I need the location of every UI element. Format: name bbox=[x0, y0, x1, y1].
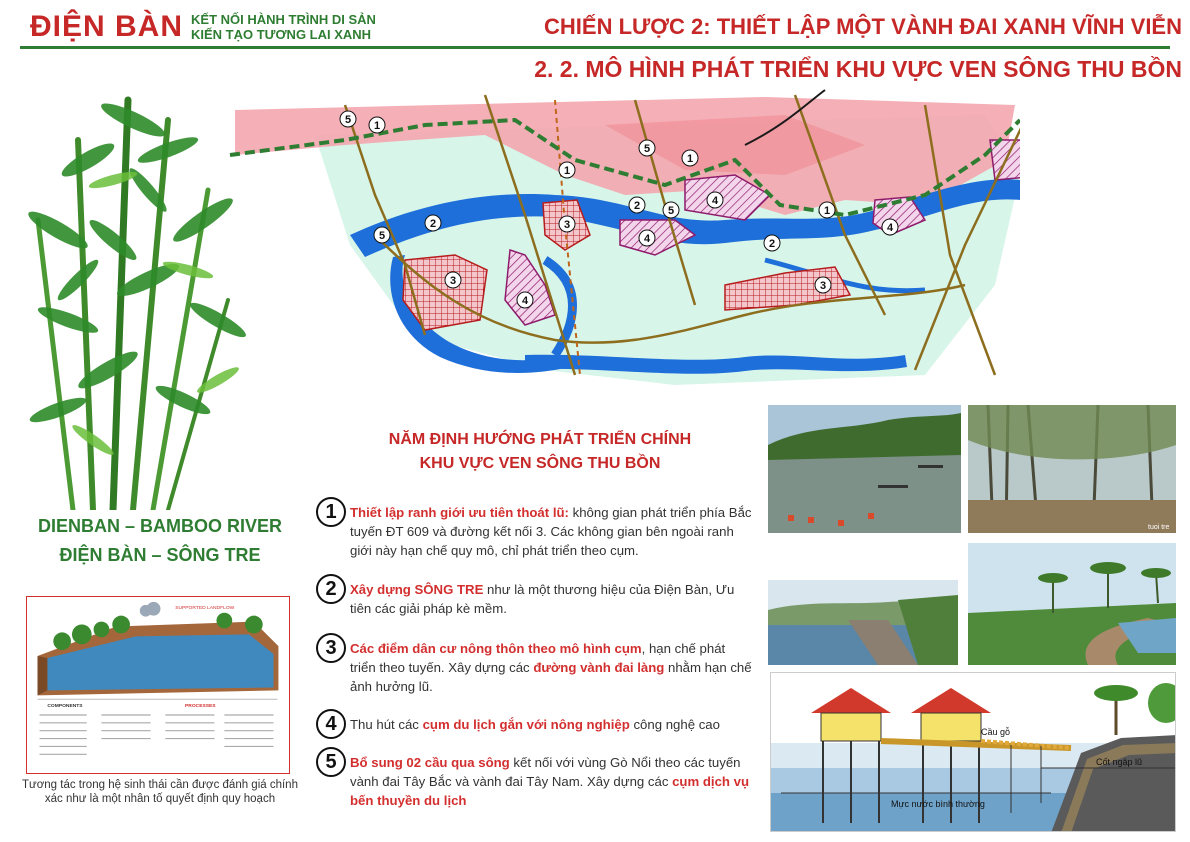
photo-bamboo-bank bbox=[968, 405, 1176, 533]
orientation-item-1 bbox=[316, 503, 754, 560]
orientation-text-2: nhằm hạn chế ảnh hưởng lũ. bbox=[350, 660, 752, 694]
map-marker-2 bbox=[764, 235, 780, 251]
orientation-number: 5 bbox=[316, 747, 346, 777]
photo-riverside-walk bbox=[768, 580, 958, 665]
riverside-map bbox=[225, 85, 1020, 400]
orientation-item-3 bbox=[316, 639, 754, 696]
orientation-highlight: Các điểm dân cư nông thôn theo mô hình cụm bbox=[350, 641, 642, 656]
map-marker-1 bbox=[559, 162, 575, 178]
orientation-number: 1 bbox=[316, 497, 346, 527]
svg-text:5: 5 bbox=[344, 114, 352, 126]
orientation-highlight: cụm du lịch gắn với nông nghiệp bbox=[422, 717, 630, 732]
orientation-highlight: Thiết lập ranh giới ưu tiên thoát lũ: bbox=[350, 505, 569, 520]
svg-text:4: 4 bbox=[711, 195, 719, 207]
orientation-item-5 bbox=[316, 753, 754, 810]
orientation-text-0: Thu hút các bbox=[350, 717, 423, 732]
svg-text:4: 4 bbox=[886, 222, 894, 234]
map-marker-1 bbox=[682, 150, 698, 166]
photo-watermark: tuoi tre bbox=[1148, 524, 1170, 531]
label-flood-level: Cốt ngập lũ bbox=[1096, 757, 1143, 767]
map-marker-4 bbox=[882, 219, 898, 235]
orientation-item-4 bbox=[316, 715, 754, 734]
orientation-text: công nghệ cao bbox=[629, 717, 720, 732]
map-marker-4 bbox=[517, 292, 533, 308]
tagline-line-2: KIẾN TẠO TƯƠNG LAI XANH bbox=[191, 27, 372, 42]
eco-components-label: COMPONENTS bbox=[47, 704, 83, 710]
tagline-line-1: KẾT NỐI HÀNH TRÌNH DI SẢN bbox=[191, 12, 376, 27]
svg-text:2: 2 bbox=[633, 200, 641, 212]
label-normal-water-level: Mực nước bình thường bbox=[891, 799, 985, 809]
orientation-text: như là một thương hiệu của Điện Bàn, Ưu tiên các giải pháp kè mềm. bbox=[350, 582, 735, 616]
map-marker-5 bbox=[639, 140, 655, 156]
map-marker-1 bbox=[819, 202, 835, 218]
orientation-number: 4 bbox=[316, 709, 346, 739]
brand-block bbox=[30, 10, 376, 44]
photo-river-boats bbox=[768, 405, 961, 533]
svg-text:2: 2 bbox=[429, 218, 437, 230]
svg-text:1: 1 bbox=[373, 120, 381, 132]
map-marker-4 bbox=[707, 192, 723, 208]
photo-park-boardwalk bbox=[968, 543, 1176, 665]
map-marker-2 bbox=[629, 197, 645, 213]
map-marker-3 bbox=[559, 216, 575, 232]
svg-text:2: 2 bbox=[768, 238, 776, 250]
orientation-highlight: Xây dựng SÔNG TRE bbox=[350, 582, 484, 597]
orientation-text: kết nối với vùng Gò Nổi theo các tuyến vành đai Tây Bắc và vành đai Tây Nam. Xây dựng các bbox=[350, 755, 741, 789]
svg-text:1: 1 bbox=[823, 205, 831, 217]
ecosystem-illustration bbox=[27, 597, 288, 772]
label-wooden-bridge: Cầu gỗ bbox=[981, 727, 1011, 737]
map-marker-4 bbox=[639, 230, 655, 246]
svg-text:SUPPORTED LANDFLOW: SUPPORTED LANDFLOW bbox=[175, 605, 235, 611]
svg-text:3: 3 bbox=[449, 275, 457, 287]
header-divider bbox=[20, 46, 1170, 49]
svg-text:4: 4 bbox=[521, 295, 529, 307]
eco-processes-label: PROCESSES bbox=[185, 704, 216, 710]
orientation-highlight-2: cụm dịch vụ bến thuyền du lịch bbox=[350, 774, 750, 808]
map-marker-1 bbox=[369, 117, 385, 133]
orientation-number: 3 bbox=[316, 633, 346, 663]
svg-text:5: 5 bbox=[643, 143, 651, 155]
brand-tagline bbox=[191, 12, 376, 42]
orientation-item-2 bbox=[316, 580, 754, 618]
map-marker-3 bbox=[445, 272, 461, 288]
orientation-text: không gian phát triển phía Bắc tuyến ĐT 609 và đường kết nối 3. Các không gian bên ngoài ranh giới này hạn chế quy mô, chỉ phát triển theo cụm. bbox=[350, 505, 752, 558]
map-marker-5 bbox=[374, 227, 390, 243]
orientations-heading-line-2: KHU VỰC VEN SÔNG THU BỒN bbox=[419, 455, 661, 472]
bamboo-river-title-en: DIENBAN – BAMBOO RIVER bbox=[37, 516, 283, 536]
map-marker-3 bbox=[815, 277, 831, 293]
bamboo-river-title-vi: ĐIỆN BÀN – SÔNG TRE bbox=[59, 545, 261, 565]
orientations-heading bbox=[330, 428, 750, 476]
strategy-title: CHIẾN LƯỢC 2: THIẾT LẬP MỘT VÀNH ĐAI XANH VĨNH VIỄN bbox=[544, 14, 1182, 39]
ecosystem-caption: Tương tác trong hệ sinh thái cần được đánh giá chính xác như là một nhân tố quyết định quy hoạch bbox=[22, 779, 298, 805]
model-title: 2. 2. MÔ HÌNH PHÁT TRIỂN KHU VỰC VEN SÔNG THU BỒN bbox=[534, 56, 1182, 82]
map-marker-5 bbox=[663, 202, 679, 218]
orientation-number: 2 bbox=[316, 574, 346, 604]
stilt-house-section bbox=[770, 672, 1176, 832]
svg-text:1: 1 bbox=[686, 153, 694, 165]
orientation-text: , hạn chế phát triển theo tuyến. Xây dựng các bbox=[350, 641, 726, 675]
map-marker-5 bbox=[340, 111, 356, 127]
orientation-highlight-2: đường vành đai làng bbox=[533, 660, 665, 675]
svg-text:1: 1 bbox=[563, 165, 571, 177]
map-marker-2 bbox=[425, 215, 441, 231]
bamboo-illustration bbox=[18, 80, 263, 510]
brand-name: ĐIỆN BÀN bbox=[30, 10, 184, 43]
svg-text:3: 3 bbox=[819, 280, 827, 292]
svg-text:5: 5 bbox=[667, 205, 675, 217]
svg-text:5: 5 bbox=[378, 230, 386, 242]
orientation-highlight: Bổ sung 02 cầu qua sông bbox=[350, 755, 510, 770]
orientations-heading-line-1: NĂM ĐỊNH HƯỚNG PHÁT TRIỂN CHÍNH bbox=[388, 431, 692, 448]
svg-text:4: 4 bbox=[643, 233, 651, 245]
ecosystem-diagram bbox=[26, 596, 290, 774]
svg-text:3: 3 bbox=[563, 219, 571, 231]
stilt-house-1 bbox=[811, 688, 891, 823]
